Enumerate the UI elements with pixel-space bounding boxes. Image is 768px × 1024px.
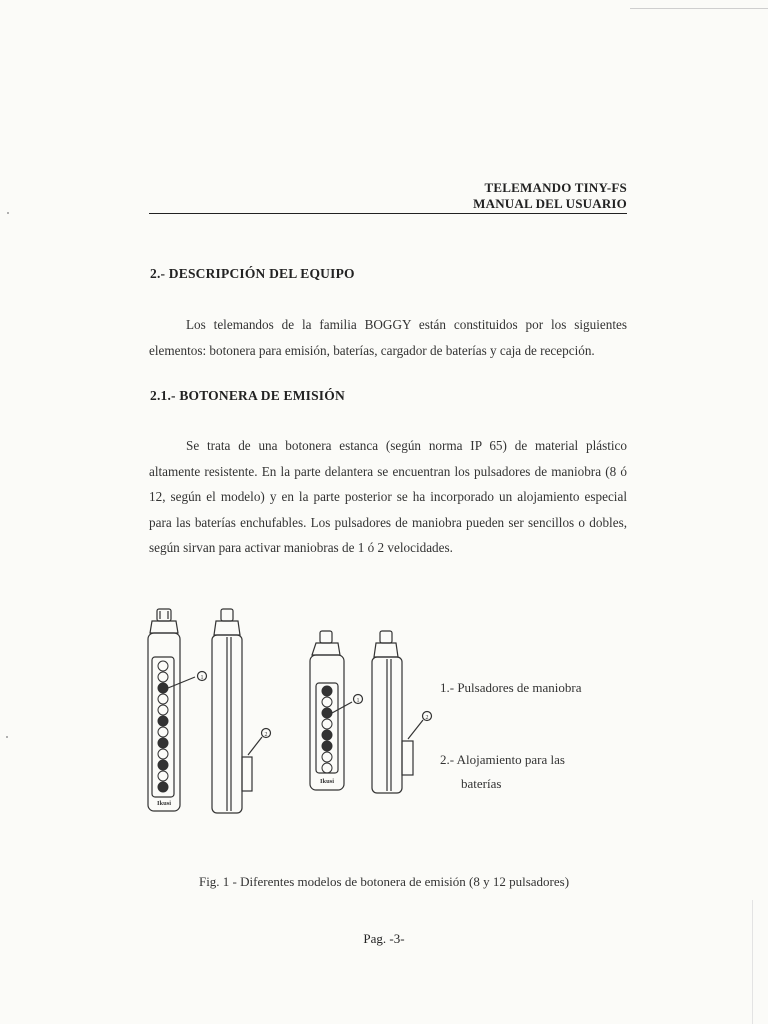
scan-speck [6,736,8,738]
legend-item-2-continued: baterías [461,776,502,791]
pendant-12-front-drawing [148,609,207,811]
subsection-heading: 2.1.- BOTONERA DE EMISIÓN [150,388,345,403]
pendant-8-front-drawing [310,631,363,790]
page-number: Pag. -3- [363,931,405,946]
pendant-12-side-drawing [212,609,271,813]
legend-item-2: 2.- Alojamiento para las [440,752,565,767]
header-title: TELEMANDO TINY-FS [484,180,627,195]
scan-edge-line [630,8,768,9]
header-rule [149,213,627,214]
subsection-paragraph [149,433,627,561]
figure-caption: Fig. 1 - Diferentes modelos de botonera de emisión (8 y 12 pulsadores) [198,874,570,889]
header-subtitle: MANUAL DEL USUARIO [473,196,627,211]
section-text: Los telemandos de la familia BOGGY están constituidos por los siguientes elementos: botonera para emisión, baterías, cargador de baterías y caja de recepción. [149,317,627,358]
callout-1: 1 [356,698,360,704]
pendant-8-side-drawing [372,631,432,793]
legend-item-1: 1.- Pulsadores de maniobra [440,680,582,695]
scan-edge-line [752,900,753,1024]
pendant-controls-figure [140,605,470,830]
callout-1: 1 [200,675,204,681]
brand-logo-12: Ikusi [156,800,172,807]
section-paragraph [149,312,627,363]
section-heading: 2.- DESCRIPCIÓN DEL EQUIPO [150,266,355,281]
scan-speck [7,212,9,214]
callout-2: 2 [264,732,268,738]
subsection-text: Se trata de una botonera estanca (según norma IP 65) de material plástico altamente resistente. En la parte delantera se encuentran los pulsadores de maniobra (8 ó 12, según el modelo) y en la parte posterior se ha incorporado un alojamiento especial para las baterías enchufables. Los pulsadores de maniobra pueden ser sencillos o dobles, según sirvan para activar maniobras de 1 ó 2 velocidades. [149,438,627,555]
document-header [473,180,627,212]
brand-logo-8: Ikusi [319,778,335,785]
callout-2: 2 [425,715,429,721]
